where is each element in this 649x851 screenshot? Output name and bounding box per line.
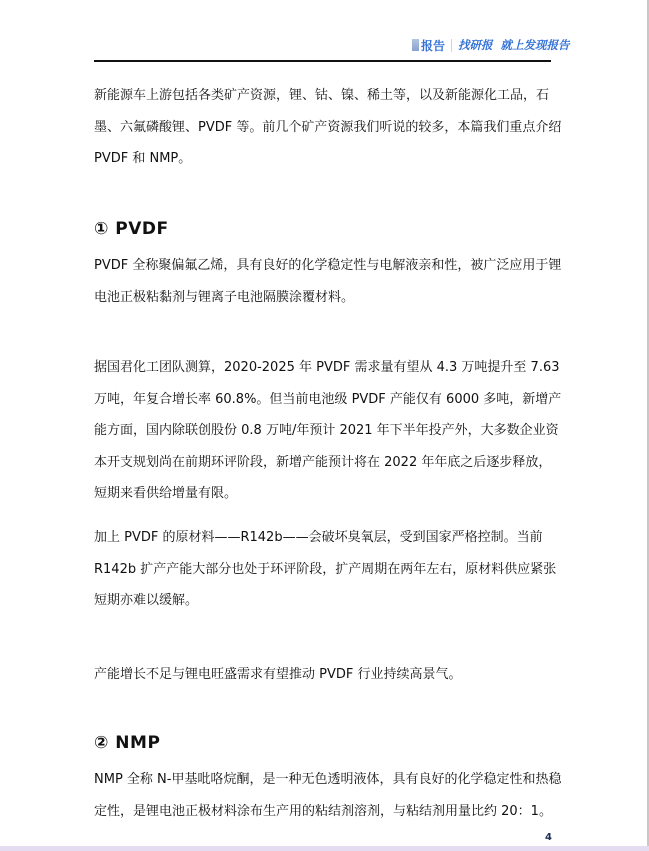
logo-mark-icon: [412, 39, 419, 51]
section-heading-nmp: ② NMP: [94, 733, 161, 753]
nmp-paragraph-1: NMP 全称 N-甲基吡咯烷酮，是一种无色透明液体，具有良好的化学稳定性和热稳定性，是锂电池正极材料涂布生产用的粘结剂溶剂，与粘结剂用量比约 20：1。: [94, 772, 562, 819]
intro-paragraph: 新能源车上游包括各类矿产资源，锂、钴、镍、稀土等，以及新能源化工品，石墨、六氟磷酸锂、PVDF 等。前几个矿产资源我们听说的较多，本篇我们重点介绍 PVDF 和 NMP。: [94, 88, 562, 166]
header-divider: [451, 39, 452, 52]
slogan-part-1: 找研报: [458, 38, 493, 52]
section-heading-pvdf: ① PVDF: [94, 219, 169, 239]
page-edge-bottom: [0, 846, 649, 851]
page-number: 4: [545, 832, 552, 843]
header-rule: [94, 60, 551, 62]
pvdf-paragraph-2: 据国君化工团队测算，2020-2025 年 PVDF 需求量有望从 4.3 万吨提升至 7.63 万吨，年复合增长率 60.8%。但当前电池级 PVDF 产能仅有 6000 多吨，新增产能方面，国内除联创股份 0.8 万吨/年预计 2021 年下半年投产外，大多数企业资本开支规划尚在前期环评阶段，新增产能预计将在 2022 年年底之后逐步释放，短期来看供给增量有限。: [94, 360, 562, 501]
pvdf-paragraph-1: PVDF 全称聚偏氟乙烯，具有良好的化学稳定性与电解液亲和性，被广泛应用于锂电池正极粘黏剂与锂离子电池隔膜涂覆材料。: [94, 258, 562, 305]
slogan-part-2: 就上发现报告: [500, 38, 570, 52]
logo-text: 报告: [421, 38, 446, 53]
header-slogan: [458, 37, 570, 53]
pvdf-paragraph-3: 加上 PVDF 的原材料——R142b——会破坏臭氧层，受到国家严格控制。当前 R142b 扩产产能大部分也处于环评阶段，扩产周期在两年左右，原材料供应紧张短期亦难以缓解。: [94, 530, 557, 608]
brand-logo: [412, 37, 445, 54]
page-header: [412, 37, 570, 53]
pvdf-paragraph-4: 产能增长不足与锂电旺盛需求有望推动 PVDF 行业持续高景气。: [94, 667, 462, 682]
